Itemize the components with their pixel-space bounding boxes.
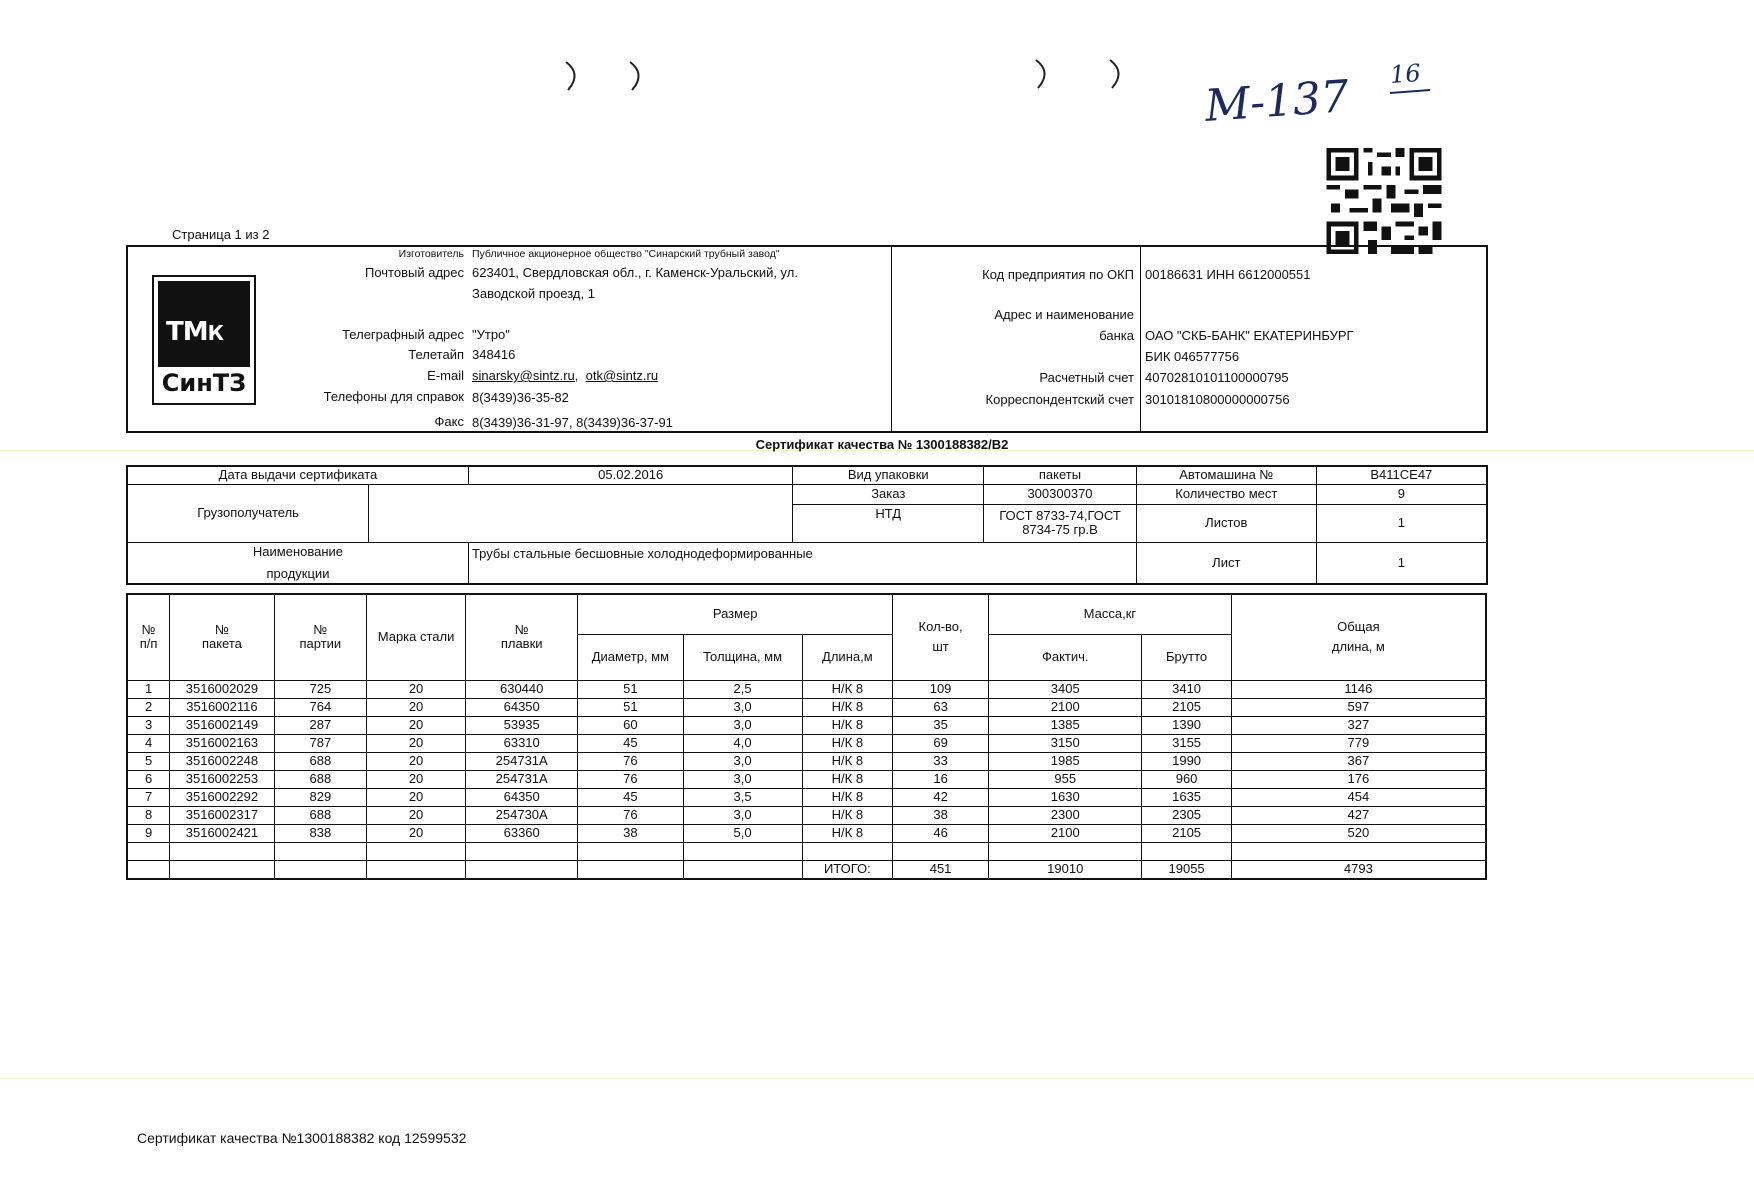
- cell-total: 454: [1231, 788, 1486, 806]
- company-logo: [152, 275, 256, 405]
- cell-length: Н/К 8: [802, 752, 892, 770]
- cell-package: 3516002292: [170, 788, 275, 806]
- bik-value: БИК 046577756: [1145, 349, 1240, 364]
- cell-qty: 109: [893, 680, 989, 698]
- cell-actual: 1385: [989, 716, 1142, 734]
- cell-thickness: 2,5: [683, 680, 802, 698]
- cell-n: 1: [127, 680, 170, 698]
- product-value: Трубы стальные бесшовные холоднодеформированные: [468, 542, 1136, 584]
- cell-total: 779: [1231, 734, 1486, 752]
- cell-qty: 42: [893, 788, 989, 806]
- postal-label: Почтовый адрес: [365, 265, 464, 280]
- cell-diameter: 76: [578, 770, 683, 788]
- header-right-divider: [1140, 247, 1141, 431]
- col-diameter: Диаметр, мм: [578, 634, 683, 680]
- cell-heat: 63310: [466, 734, 578, 752]
- table-row: [127, 716, 1486, 734]
- col-length: Длина,м: [802, 634, 892, 680]
- packaging-value: пакеты: [984, 466, 1137, 484]
- cell-n: 6: [127, 770, 170, 788]
- totals-qty: 451: [893, 860, 989, 879]
- corr-account-value: 30101810800000000756: [1145, 392, 1290, 407]
- phones-value: 8(3439)36-35-82: [472, 390, 569, 405]
- places-label: Количество мест: [1136, 484, 1316, 504]
- sheet-value: 1: [1316, 542, 1487, 584]
- telegraph-value: "Утро": [472, 327, 510, 342]
- cell-package: 3516002029: [170, 680, 275, 698]
- cell-length: Н/К 8: [802, 824, 892, 842]
- cell-heat: 63360: [466, 824, 578, 842]
- cell-qty: 33: [893, 752, 989, 770]
- cell-thickness: 5,0: [683, 824, 802, 842]
- totals-actual: 19010: [989, 860, 1142, 879]
- table-row: [127, 806, 1486, 824]
- cell-thickness: 4,0: [683, 734, 802, 752]
- cell-actual: 1630: [989, 788, 1142, 806]
- table-row: [127, 824, 1486, 842]
- cell-n: 8: [127, 806, 170, 824]
- cell-actual: 1985: [989, 752, 1142, 770]
- cell-gross: 1990: [1142, 752, 1231, 770]
- fax-value: 8(3439)36-31-97, 8(3439)36-37-91: [472, 415, 673, 430]
- table-row: [127, 788, 1486, 806]
- bank-label-1: Адрес и наименование: [994, 307, 1134, 322]
- order-label: Заказ: [793, 484, 984, 504]
- cell-package: 3516002421: [170, 824, 275, 842]
- cell-thickness: 3,0: [683, 698, 802, 716]
- totals-label: ИТОГО:: [802, 860, 892, 879]
- cell-total: 597: [1231, 698, 1486, 716]
- empty-row: [127, 842, 1486, 860]
- email-link-1[interactable]: sinarsky@sintz.ru: [472, 368, 575, 383]
- cell-steel: 20: [367, 752, 466, 770]
- okp-value: 00186631 ИНН 6612000551: [1145, 267, 1311, 282]
- telegraph-label: Телеграфный адрес: [342, 327, 464, 342]
- cell-n: 2: [127, 698, 170, 716]
- cell-batch: 829: [274, 788, 366, 806]
- col-num: № п/п: [127, 594, 170, 680]
- cell-total: 1146: [1231, 680, 1486, 698]
- email-value: sinarsky@sintz.ru, otk@sintz.ru: [472, 368, 659, 383]
- corr-account-label: Корреспондентский счет: [985, 392, 1134, 407]
- cell-gross: 3155: [1142, 734, 1231, 752]
- cell-heat: 254730А: [466, 806, 578, 824]
- cell-diameter: 60: [578, 716, 683, 734]
- bank-label-2: банка: [1099, 328, 1134, 343]
- cell-heat: 53935: [466, 716, 578, 734]
- cell-qty: 16: [893, 770, 989, 788]
- sheets-value: 1: [1316, 504, 1487, 542]
- logo-name: СинТЗ: [161, 369, 247, 397]
- email-label: E-mail: [427, 368, 464, 383]
- cell-package: 3516002248: [170, 752, 275, 770]
- cell-diameter: 51: [578, 680, 683, 698]
- table-row: [127, 752, 1486, 770]
- consignee-value: [369, 484, 793, 542]
- truck-label: Автомашина №: [1136, 466, 1316, 484]
- sheet-label: Лист: [1136, 542, 1316, 584]
- cell-steel: 20: [367, 824, 466, 842]
- issue-date-label: Дата выдачи сертификата: [127, 466, 468, 484]
- cell-actual: 2100: [989, 698, 1142, 716]
- punch-hole-marks: [1030, 56, 1140, 92]
- account-label: Расчетный счет: [1039, 370, 1134, 385]
- cell-actual: 3405: [989, 680, 1142, 698]
- col-heat: № плавки: [466, 594, 578, 680]
- cell-steel: 20: [367, 716, 466, 734]
- cell-steel: 20: [367, 734, 466, 752]
- postal-value-line2: Заводской проезд, 1: [472, 286, 595, 301]
- cell-qty: 35: [893, 716, 989, 734]
- cell-thickness: 3,0: [683, 716, 802, 734]
- col-size: Размер: [578, 594, 893, 634]
- cell-package: 3516002253: [170, 770, 275, 788]
- col-mass: Масса,кг: [989, 594, 1232, 634]
- phones-label: Телефоны для справок: [323, 389, 464, 404]
- scan-line: [0, 1078, 1754, 1079]
- cell-gross: 1635: [1142, 788, 1231, 806]
- col-gross: Брутто: [1142, 634, 1231, 680]
- cell-length: Н/К 8: [802, 770, 892, 788]
- table-row: [127, 770, 1486, 788]
- cell-total: 427: [1231, 806, 1486, 824]
- punch-hole-marks: [560, 58, 670, 94]
- cell-steel: 20: [367, 806, 466, 824]
- bank-value: ОАО "СКБ-БАНК" ЕКАТЕРИНБУРГ: [1145, 328, 1354, 343]
- cell-gross: 2105: [1142, 698, 1231, 716]
- cell-gross: 960: [1142, 770, 1231, 788]
- tmk-logo-icon: ТМК: [158, 281, 250, 367]
- cell-batch: 287: [274, 716, 366, 734]
- cell-gross: 3410: [1142, 680, 1231, 698]
- cell-batch: 725: [274, 680, 366, 698]
- cell-thickness: 3,5: [683, 788, 802, 806]
- cell-heat: 254731А: [466, 770, 578, 788]
- product-label: Наименование продукции: [127, 542, 468, 584]
- col-thickness: Толщина, мм: [683, 634, 802, 680]
- company-header: [126, 245, 1488, 433]
- cell-steel: 20: [367, 698, 466, 716]
- cell-diameter: 76: [578, 752, 683, 770]
- cell-steel: 20: [367, 770, 466, 788]
- col-package: № пакета: [170, 594, 275, 680]
- cell-actual: 955: [989, 770, 1142, 788]
- order-value: 300300370: [984, 484, 1137, 504]
- certificate-title: Сертификат качества № 1300188382/В2: [755, 437, 1009, 452]
- teletype-value: 348416: [472, 347, 516, 362]
- cell-package: 3516002116: [170, 698, 275, 716]
- cell-package: 3516002317: [170, 806, 275, 824]
- cell-diameter: 51: [578, 698, 683, 716]
- cell-n: 7: [127, 788, 170, 806]
- cell-actual: 3150: [989, 734, 1142, 752]
- qr-code: [1325, 148, 1443, 254]
- cell-gross: 2105: [1142, 824, 1231, 842]
- cell-length: Н/К 8: [802, 698, 892, 716]
- cell-diameter: 45: [578, 788, 683, 806]
- manufacturer-label: Изготовитель: [398, 248, 464, 260]
- col-actual: Фактич.: [989, 634, 1142, 680]
- handwritten-superscript: 16: [1389, 58, 1422, 90]
- cell-heat: 630440: [466, 680, 578, 698]
- certificate-info-table: [126, 465, 1488, 585]
- cell-qty: 38: [893, 806, 989, 824]
- cell-batch: 764: [274, 698, 366, 716]
- cell-actual: 2300: [989, 806, 1142, 824]
- cell-qty: 63: [893, 698, 989, 716]
- cell-steel: 20: [367, 788, 466, 806]
- cell-n: 5: [127, 752, 170, 770]
- manufacturer-value: Публичное акционерное общество "Синарский трубный завод": [472, 248, 780, 260]
- handwritten-underline: [1388, 88, 1432, 96]
- sheets-label: Листов: [1136, 504, 1316, 542]
- cell-total: 367: [1231, 752, 1486, 770]
- bottom-caption: Сертификат качества №1300188382 код 12599532: [137, 1130, 467, 1146]
- cell-heat: 64350: [466, 698, 578, 716]
- cell-batch: 688: [274, 770, 366, 788]
- cell-qty: 46: [893, 824, 989, 842]
- handwritten-mark: М-137: [1203, 71, 1351, 132]
- cell-batch: 688: [274, 806, 366, 824]
- issue-date-value: 05.02.2016: [468, 466, 792, 484]
- cell-n: 9: [127, 824, 170, 842]
- totals-length: 4793: [1231, 860, 1486, 879]
- pipes-table: [126, 593, 1487, 880]
- col-steel: Марка стали: [367, 594, 466, 680]
- page-label: Страница 1 из 2: [172, 227, 270, 242]
- col-total-length: Общая длина, м: [1231, 594, 1486, 680]
- cell-actual: 2100: [989, 824, 1142, 842]
- cell-gross: 1390: [1142, 716, 1231, 734]
- cell-heat: 64350: [466, 788, 578, 806]
- header-divider: [891, 247, 892, 431]
- cell-length: Н/К 8: [802, 788, 892, 806]
- cell-thickness: 3,0: [683, 770, 802, 788]
- totals-row: [127, 860, 1486, 879]
- packaging-label: Вид упаковки: [793, 466, 984, 484]
- cell-n: 3: [127, 716, 170, 734]
- cell-length: Н/К 8: [802, 734, 892, 752]
- cell-batch: 838: [274, 824, 366, 842]
- cell-thickness: 3,0: [683, 806, 802, 824]
- cell-n: 4: [127, 734, 170, 752]
- ntd-value: ГОСТ 8733-74,ГОСТ 8734-75 гр.В: [984, 504, 1137, 542]
- cell-total: 176: [1231, 770, 1486, 788]
- cell-length: Н/К 8: [802, 680, 892, 698]
- cell-qty: 69: [893, 734, 989, 752]
- teletype-label: Телетайп: [408, 347, 464, 362]
- cell-package: 3516002149: [170, 716, 275, 734]
- cell-diameter: 76: [578, 806, 683, 824]
- account-value: 40702810101100000795: [1145, 370, 1289, 385]
- table-row: [127, 680, 1486, 698]
- email-link-2[interactable]: otk@sintz.ru: [585, 368, 659, 383]
- cell-diameter: 45: [578, 734, 683, 752]
- table-row: [127, 698, 1486, 716]
- cell-total: 520: [1231, 824, 1486, 842]
- cell-length: Н/К 8: [802, 806, 892, 824]
- truck-value: В411СЕ47: [1316, 466, 1487, 484]
- cell-heat: 254731А: [466, 752, 578, 770]
- cell-batch: 787: [274, 734, 366, 752]
- cell-thickness: 3,0: [683, 752, 802, 770]
- table-row: [127, 734, 1486, 752]
- okp-label: Код предприятия по ОКП: [982, 267, 1134, 282]
- col-qty: Кол-во, шт: [893, 594, 989, 680]
- cell-length: Н/К 8: [802, 716, 892, 734]
- consignee-label: Грузополучатель: [127, 484, 369, 542]
- totals-gross: 19055: [1142, 860, 1231, 879]
- cell-total: 327: [1231, 716, 1486, 734]
- cell-diameter: 38: [578, 824, 683, 842]
- cell-steel: 20: [367, 680, 466, 698]
- col-batch: № партии: [274, 594, 366, 680]
- cell-gross: 2305: [1142, 806, 1231, 824]
- cell-batch: 688: [274, 752, 366, 770]
- cell-package: 3516002163: [170, 734, 275, 752]
- postal-value: 623401, Свердловская обл., г. Каменск-Уральский, ул.: [472, 265, 798, 280]
- ntd-label: НТД: [793, 504, 984, 542]
- places-value: 9: [1316, 484, 1487, 504]
- fax-label: Факс: [434, 414, 464, 429]
